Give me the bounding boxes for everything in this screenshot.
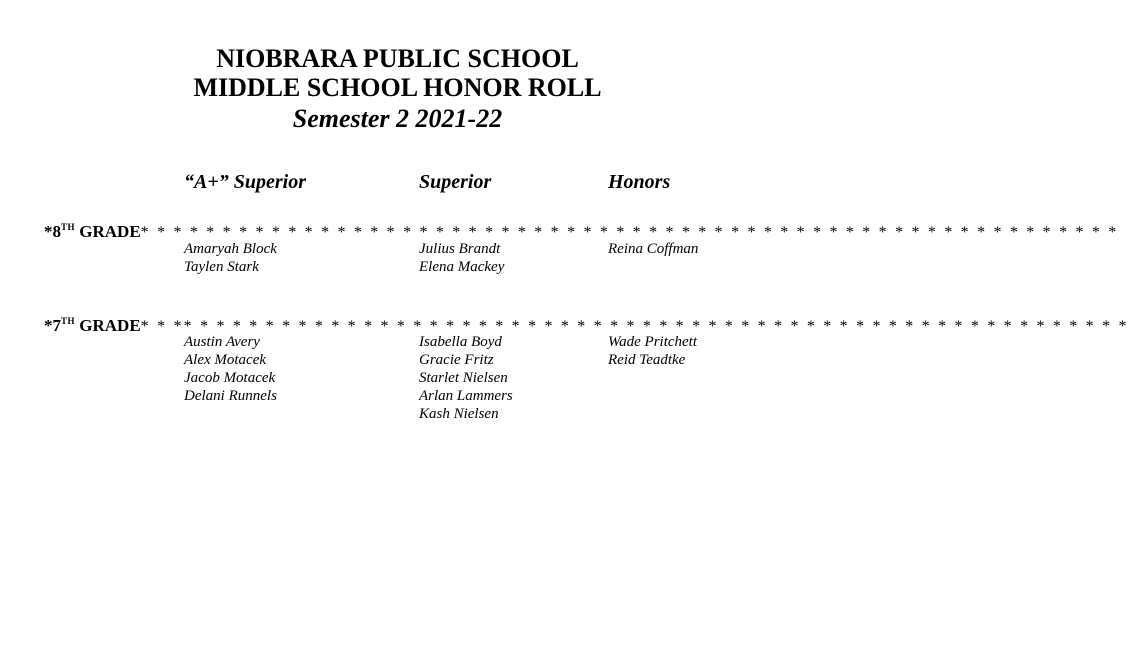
grade-8-header (44, 216, 1119, 241)
list-item: Arlan Lammers (419, 388, 513, 404)
page-title-honor-roll: MIDDLE SCHOOL HONOR ROLL (193, 73, 602, 102)
column-heading-superior: Superior (419, 171, 492, 193)
grade-8-a-plus-list (184, 240, 277, 276)
list-item: Alex Motacek (184, 352, 267, 368)
list-item: Reina Coffman (608, 241, 699, 257)
grade-8-superior-list (419, 240, 504, 276)
page-subtitle-semester: Semester 2 2021-22 (292, 104, 503, 133)
list-item: Kash Nielsen (419, 406, 499, 422)
list-item: Taylen Stark (184, 259, 259, 275)
list-item: Jacob Motacek (184, 370, 276, 386)
list-item: Amaryah Block (184, 241, 277, 257)
grade-8-star-divider: * * * * * * * * * * * * * * * * * * * * * * * * * * * * * * * * * * * * * * * * * * * * * * * * * * * * * * * * * * * * (140, 224, 1119, 241)
grade-7-label: *7TH GRADE (44, 316, 141, 335)
column-heading-honors: Honors (608, 171, 671, 193)
list-item: Starlet Nielsen (419, 370, 508, 386)
grade-7-header (44, 310, 1129, 335)
list-item: Austin Avery (184, 334, 260, 350)
grade-7-honors-list (608, 333, 697, 369)
column-heading-a-plus-superior: “A+” Superior (184, 171, 306, 193)
list-item: Delani Runnels (184, 388, 277, 404)
page-title-school: NIOBRARA PUBLIC SCHOOL (216, 44, 579, 73)
grade-8-honors-list (608, 240, 698, 258)
list-item: Julius Brandt (419, 241, 501, 257)
grade-7-a-plus-list (184, 333, 277, 405)
list-item: Elena Mackey (419, 259, 505, 275)
grade-8-label: *8TH GRADE (44, 222, 141, 241)
list-item: Wade Pritchett (608, 334, 698, 350)
grade-7-star-divider: * * ** * * * * * * * * * * * * * * * * * * * * * * * * * * * * * * * * * * * * * * * * * * * * * * * * * * * * * * * * * (140, 318, 1129, 335)
grade-7-superior-list (419, 333, 513, 423)
list-item: Reid Teadtke (608, 352, 686, 368)
list-item: Isabella Boyd (419, 334, 502, 350)
list-item: Gracie Fritz (419, 352, 494, 368)
